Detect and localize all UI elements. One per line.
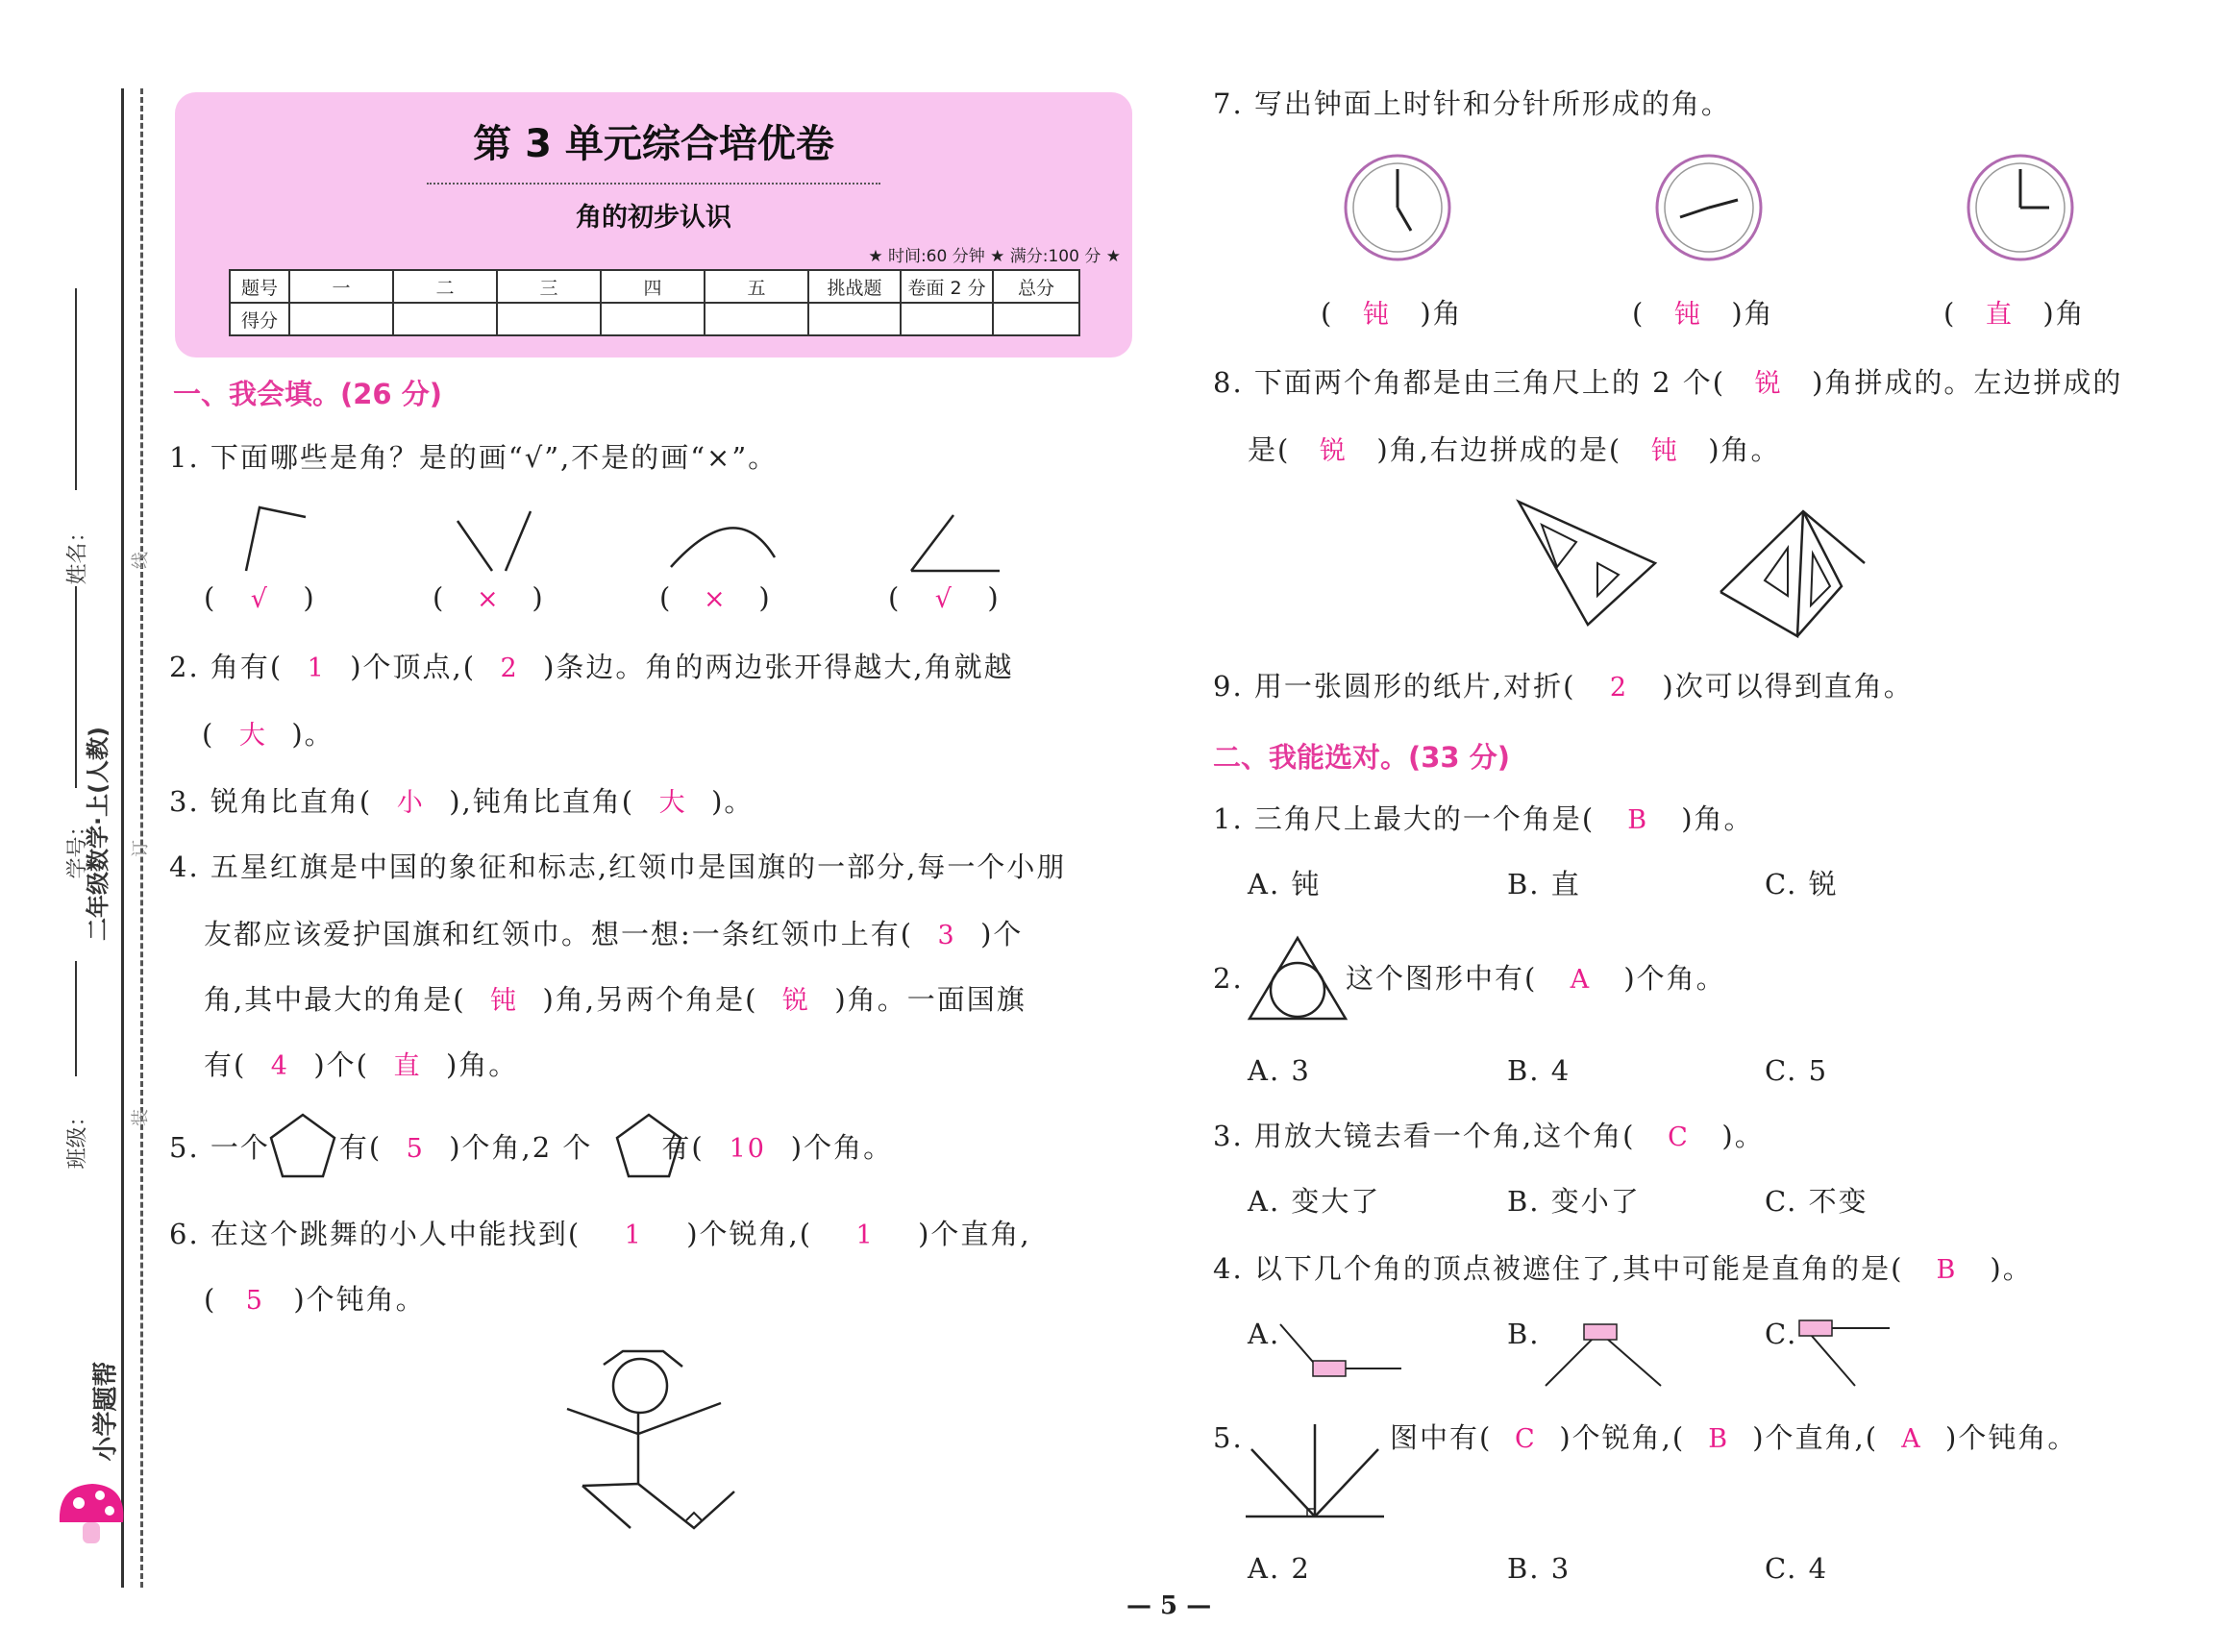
choice-4-option-c[interactable]: C.: [1765, 1318, 1798, 1350]
hidden-vertex-angles: [1278, 1317, 1913, 1393]
q7-clocks: [1342, 154, 2227, 269]
choice-3: 3. 用放大镜去看一个角,这个角( C )。: [1213, 1120, 1765, 1152]
question-2-line2: ( 大 )。: [202, 718, 334, 751]
choice-1: 1. 三角尺上最大的一个角是( B )角。: [1213, 802, 1754, 835]
score-head-cell: 三: [497, 270, 601, 303]
binding-margin: [0, 0, 154, 1652]
pentagon-icon: [613, 1111, 684, 1180]
question-1: 1. 下面哪些是角？是的画“√”,不是的画“×”。: [169, 441, 779, 474]
choice-2: 这个图形中有( A )个角。: [1346, 962, 1726, 995]
choice-2-option-c[interactable]: C. 5: [1765, 1054, 1829, 1087]
choice-5-number: 5.: [1213, 1421, 1244, 1454]
score-head-cell: 四: [601, 270, 705, 303]
q1-figures: [227, 502, 1053, 588]
question-9: 9. 用一张圆形的纸片,对折( 2 )次可以得到直角。: [1213, 670, 1914, 703]
score-head-cell: 题号: [230, 270, 289, 303]
exam-meta: ★ 时间:60 分钟 ★ 满分:100 分 ★: [868, 247, 1121, 266]
choice-2-number: 2.: [1213, 962, 1244, 995]
choice-3-option-a[interactable]: A. 变大了: [1248, 1185, 1381, 1218]
id-label: 学号：: [65, 815, 90, 879]
choice-2-option-b[interactable]: B. 4: [1507, 1054, 1571, 1087]
name-field-line: [75, 288, 77, 490]
choice-2-option-a[interactable]: A. 3: [1248, 1054, 1311, 1087]
score-cell[interactable]: [993, 303, 1079, 335]
pentagon-icon: [267, 1111, 338, 1180]
id-field-line: [75, 586, 77, 788]
choice-5-option-b[interactable]: B. 3: [1507, 1552, 1571, 1585]
score-head-cell: 总分: [993, 270, 1079, 303]
page-number: — 5 —: [1126, 1591, 1212, 1620]
cut-mark-xian: 线: [131, 552, 151, 569]
section-title-choose: 二、我能选对。(33 分): [1213, 741, 1510, 774]
q1-answer-4: ( √ ): [888, 581, 1001, 614]
exam-subtitle: 角的初步认识: [576, 203, 731, 233]
score-table: [229, 269, 1080, 336]
choice-5: 图中有( C )个锐角,( B )个直角,( A )个钝角。: [1390, 1421, 2078, 1454]
brand-name: 小学题帮: [91, 1361, 121, 1462]
question-4-line2: 友都应该爱护国旗和红领巾。想一想:一条红领巾上有( 3 )个: [204, 918, 1024, 950]
q1-answer-2: ( × ): [433, 581, 545, 614]
score-row-label: 得分: [230, 303, 289, 335]
class-field-line: [75, 961, 77, 1076]
name-label: 姓名：: [65, 521, 90, 585]
question-6-line1: 6. 在这个跳舞的小人中能找到( 1 )个锐角,( 1 )个直角,: [169, 1218, 1031, 1250]
angles-figure: [1244, 1420, 1388, 1520]
triangle-circle-figure: [1246, 934, 1351, 1023]
choice-5-option-a[interactable]: A. 2: [1248, 1552, 1311, 1585]
question-3: 3. 锐角比直角( 小 ),钝角比直角( 大 )。: [169, 785, 755, 818]
choice-4-option-a[interactable]: A.: [1248, 1318, 1281, 1350]
exam-title: 第 3 单元综合培优卷: [473, 122, 834, 166]
choice-4: 4. 以下几个角的顶点被遮住了,其中可能是直角的是( B )。: [1213, 1252, 2033, 1285]
score-head-cell: 一: [289, 270, 393, 303]
score-cell[interactable]: [601, 303, 705, 335]
question-2-line1: 2. 角有( 1 )个顶点,( 2 )条边。角的两边张开得越大,角就越: [169, 651, 1014, 683]
score-cell[interactable]: [705, 303, 808, 335]
question-4-line3: 角,其中最大的角是( 钝 )角,另两个角是( 锐 )角。一面国旗: [204, 983, 1027, 1016]
q1-answer-3: ( × ): [659, 581, 772, 614]
class-label: 班级：: [65, 1105, 90, 1170]
question-4-line4: 有( 4 )个( 直 )角。: [204, 1048, 519, 1081]
mushroom-logo-icon: [54, 1480, 131, 1547]
clock-icon: [1657, 156, 1761, 259]
score-cell[interactable]: [901, 303, 993, 335]
score-cell[interactable]: [808, 303, 901, 335]
question-5: 5. 一个 有( 5 )个角,2 个 有( 10 )个角。: [169, 1131, 894, 1164]
choice-1-option-c[interactable]: C. 锐: [1765, 868, 1839, 900]
title-divider: [427, 183, 880, 185]
question-8-line2: 是( 锐 )角,右边拼成的是( 钝 )角。: [1248, 433, 1781, 466]
exam-header: [175, 92, 1132, 358]
choice-4-option-b[interactable]: B.: [1507, 1318, 1541, 1350]
cut-mark-ding: 订: [131, 840, 151, 857]
score-head-cell: 挑战题: [808, 270, 901, 303]
score-cell[interactable]: [393, 303, 497, 335]
grade-label: 二年级数学·上(人教): [85, 726, 112, 942]
choice-5-option-c[interactable]: C. 4: [1765, 1552, 1829, 1585]
question-4-line1: 4. 五星红旗是中国的象征和标志,红领巾是国旗的一部分,每一个小朋: [169, 851, 1067, 883]
dancing-figure: [559, 1345, 752, 1538]
score-cell[interactable]: [289, 303, 393, 335]
question-6-line2: ( 5 )个钝角。: [204, 1283, 426, 1316]
choice-3-option-c[interactable]: C. 不变: [1765, 1185, 1868, 1218]
margin-dashed-line: [140, 88, 143, 1588]
choice-3-option-b[interactable]: B. 变小了: [1507, 1185, 1641, 1218]
q1-answer-1: ( √ ): [204, 581, 316, 614]
cut-mark-zhuang: 装: [131, 1109, 151, 1126]
q7-answer-3: ( 直 )角: [1943, 297, 2086, 330]
score-head-cell: 五: [705, 270, 808, 303]
q8-set-squares: [1519, 500, 1874, 644]
choice-1-option-b[interactable]: B. 直: [1507, 868, 1581, 900]
score-head-cell: 二: [393, 270, 497, 303]
question-7: 7. 写出钟面上时针和分针所形成的角。: [1213, 87, 1731, 120]
section-title-fill: 一、我会填。(26 分): [173, 378, 442, 410]
score-cell[interactable]: [497, 303, 601, 335]
score-head-cell: 卷面 2 分: [901, 270, 993, 303]
choice-1-option-a[interactable]: A. 钝: [1248, 868, 1322, 900]
clock-icon: [1346, 156, 1449, 259]
q7-answer-2: ( 钝 )角: [1632, 297, 1774, 330]
q7-answer-1: ( 钝 )角: [1321, 297, 1463, 330]
clock-icon: [1968, 156, 2072, 259]
question-8-line1: 8. 下面两个角都是由三角尺上的 2 个( 锐 )角拼成的。左边拼成的: [1213, 366, 2123, 399]
